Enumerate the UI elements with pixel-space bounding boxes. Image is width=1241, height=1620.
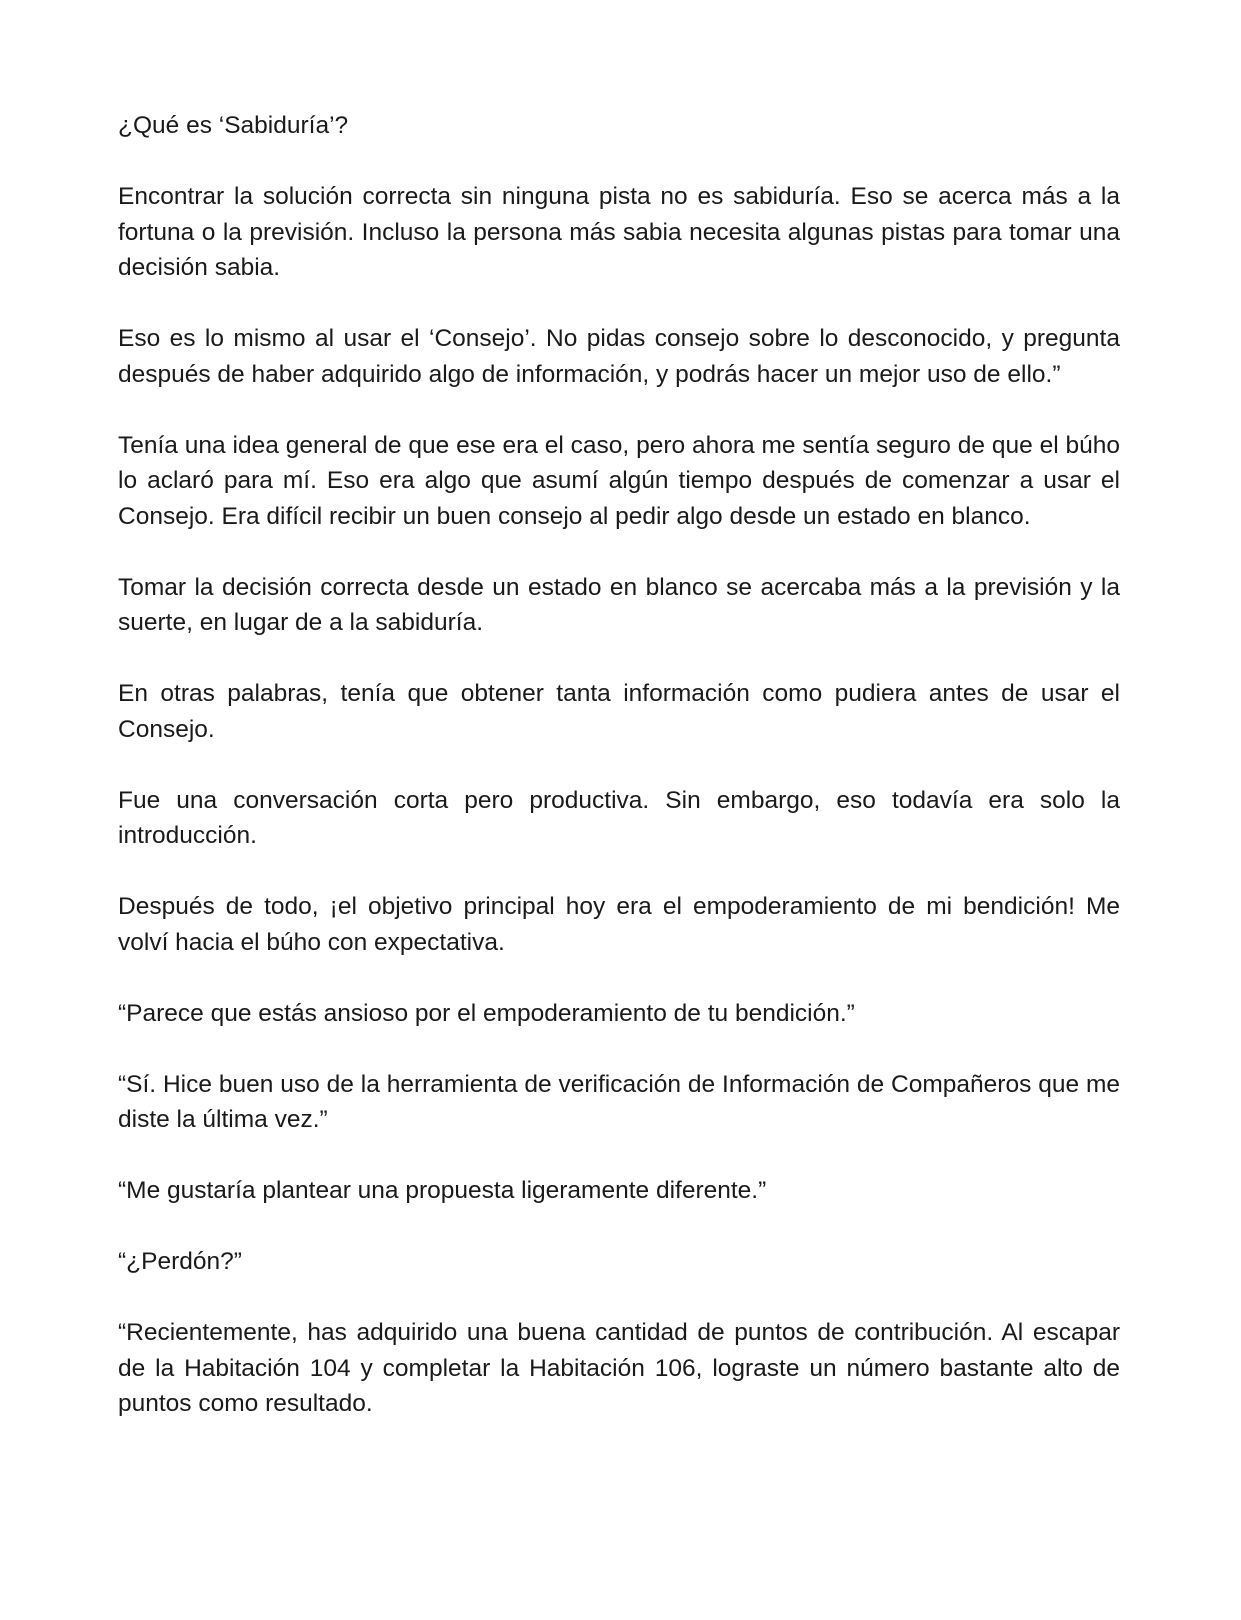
body-paragraph: Después de todo, ¡el objetivo principal hoy era el empoderamiento de mi bendición! Me volví hacia el búho con expectativa.	[118, 893, 1120, 956]
body-paragraph: Tenía una idea general de que ese era el caso, pero ahora me sentía seguro de que el búho lo aclaró para mí. Eso era algo que asumí algún tiempo después de comenzar a usar el Consejo. Era difícil recibir un buen consejo al pedir algo desde un estado en blanco.	[118, 431, 1120, 530]
dialogue-paragraph: “Me gustaría plantear una propuesta ligeramente diferente.”	[118, 1177, 767, 1204]
dialogue-paragraph: “Parece que estás ansioso por el empoderamiento de tu bendición.”	[118, 999, 855, 1027]
body-paragraph: Fue una conversación corta pero productiva. Sin embargo, eso todavía era solo la introducción.	[118, 786, 1120, 849]
document-page	[118, 108, 1120, 1457]
body-paragraph: Eso es lo mismo al usar el ‘Consejo’. No pidas consejo sobre lo desconocido, y pregunta después de haber adquirido algo de información, y podrás hacer un mejor uso de ello.”	[118, 325, 1120, 388]
dialogue-paragraph: “Sí. Hice buen uso de la herramienta de verificación de Información de Compañeros que me diste la última vez.”	[118, 1070, 1120, 1133]
dialogue-paragraph: “¿Perdón?”	[118, 1248, 242, 1275]
dialogue-paragraph: “Recientemente, has adquirido una buena cantidad de puntos de contribución. Al escapar de la Habitación 104 y completar la Habitación 106, lograste un número bastante alto de puntos como resultado.	[118, 1319, 1120, 1417]
body-paragraph: Tomar la decisión correcta desde un estado en blanco se acercaba más a la previsión y la suerte, en lugar de a la sabiduría.	[118, 573, 1120, 636]
body-paragraph: En otras palabras, tenía que obtener tanta información como pudiera antes de usar el Consejo.	[118, 680, 1120, 743]
heading-paragraph: ¿Qué es ‘Sabiduría’?	[118, 112, 349, 139]
body-paragraph: Encontrar la solución correcta sin ninguna pista no es sabiduría. Eso se acerca más a la fortuna o la previsión. Incluso la persona más sabia necesita algunas pistas para tomar una decisión sabia.	[118, 183, 1120, 281]
